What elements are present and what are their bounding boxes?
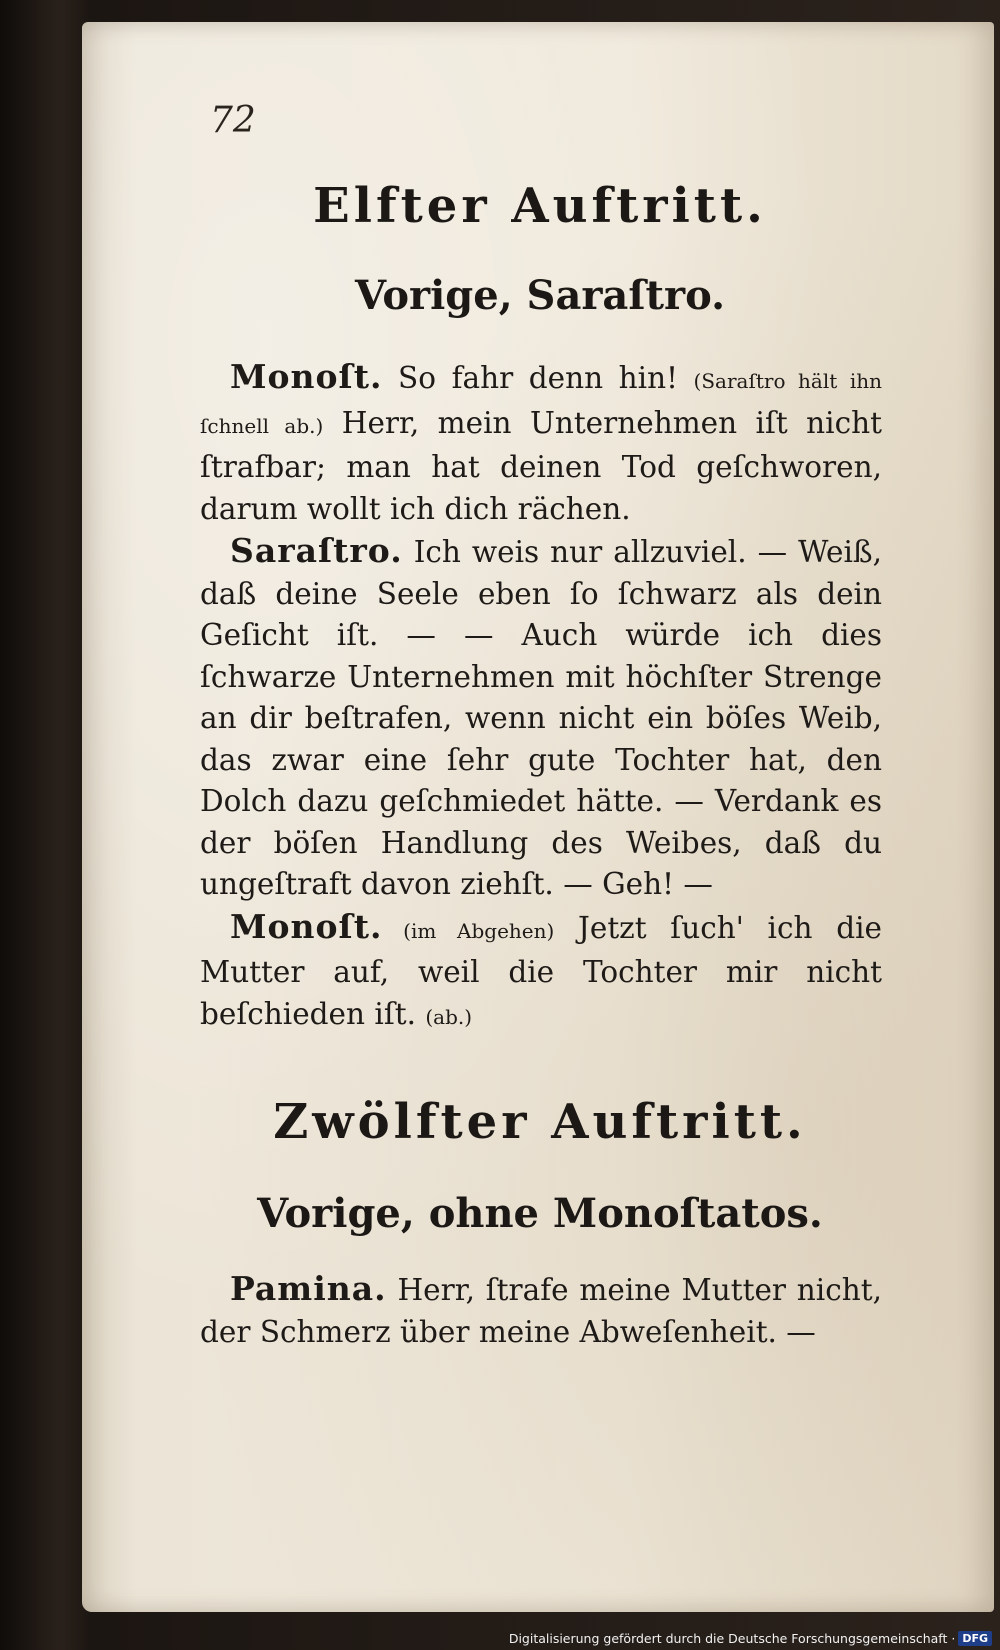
line-text: Ich weis nur allzuviel. — Weiß, daß deine Seele eben ſo ſchwarz als dein Geſicht iſt. — — Auch würde ich dies ſchwarze Unternehmen mit höchſter Strenge an dir beſtrafen, wenn nicht ein böſes Weib, das zwar eine ſehr gute Tochter hat, den Dolch dazu geſchmiedet hätte. — Verdank es der böſen Handlung des Weibes, daß du ungeſtraft davon ziehſt. — Geh! — — [200, 535, 882, 901]
credit-text: Digitalisierung gefördert durch die Deutsche Forschungsgemeinschaft · — [508, 1631, 956, 1646]
scene1-dialogue — [200, 356, 882, 1038]
digitization-credit — [509, 1631, 992, 1646]
speaker-pamina: Pamina. — [230, 1269, 387, 1308]
speaker-monost: Monoſt. — [230, 357, 383, 396]
dialogue-sarastro — [200, 530, 882, 906]
scene-subtitle-zwoelfter: Vorige, ohne Monoſtatos. — [257, 1190, 823, 1237]
dialogue-monost — [200, 356, 882, 530]
line-text: So fahr denn hin! — [382, 361, 694, 395]
scene-subtitle-elfter: Vorige, Saraſtro. — [354, 272, 726, 319]
line-text: Herr, mein Unternehmen iſt nicht ſtrafbar; man hat deinen Tod geſchworen, darum wollt ich dich rächen. — [200, 405, 882, 526]
speaker-monost: Monoſt. — [230, 906, 383, 946]
dialogue-monost-exit — [200, 906, 882, 1039]
dfg-logo: DFG — [958, 1631, 992, 1646]
scene-title-elfter: Elfter Auftritt. — [313, 178, 767, 234]
line-text: Jetzt ſuch' ich die Mutter auf, weil die Tochter mir nicht beſchieden iſt. — [200, 910, 882, 1031]
stage-direction: (Saraſtro hält ihn ſchnell ab.) — [200, 369, 882, 438]
dialogue-pamina — [200, 1268, 882, 1353]
line-text: Herr, ſtrafe meine Mutter nicht, der Schmerz über meine Abweſenheit. — — [200, 1273, 882, 1349]
page-number: 72 — [210, 100, 256, 141]
scene-title-zwoelfter: Zwölfter Auftritt. — [273, 1094, 807, 1150]
stage-direction: (im Abgehen) — [382, 918, 555, 943]
scene2-dialogue — [200, 1268, 882, 1353]
speaker-sarastro: Saraſtro. — [230, 531, 403, 570]
stage-direction: (ab.) — [425, 1004, 473, 1029]
